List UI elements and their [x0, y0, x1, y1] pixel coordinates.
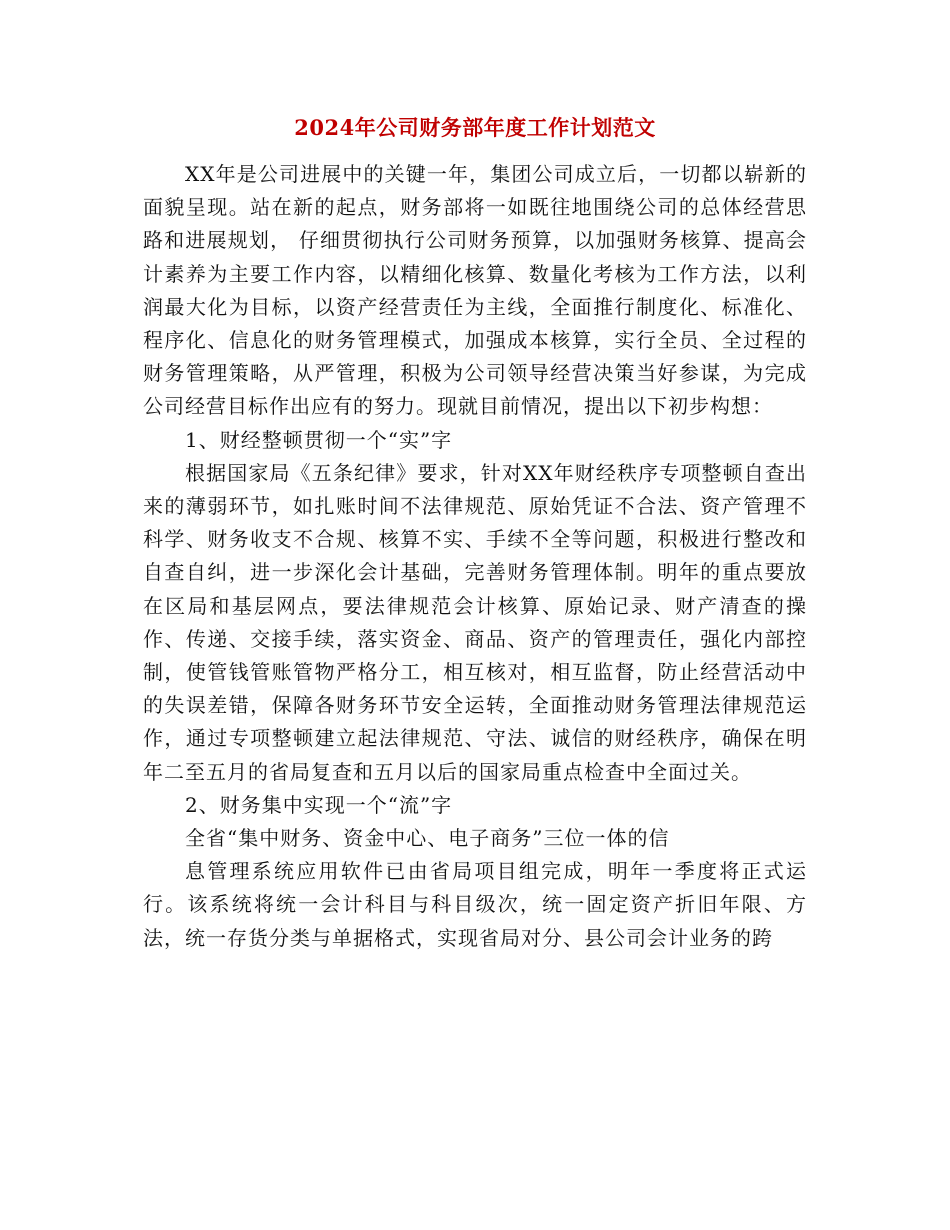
- paragraph-section-1: 根据国家局《五条纪律》要求，针对XX年财经秩序专项整顿自查出来的薄弱环节，如扎账时间不法律规范、原始凭证不合法、资产管理不科学、财务收支不合规、核算不实、手续不全等问题，积极进行整改和自查自纠，进一步深化会计基础，完善财务管理体制。明年的重点要放在区局和基层网点，要法律规范会计核算、原始记录、财产清查的操作、传递、交接手续，落实资金、商品、资产的管理责任，强化内部控制，使管钱管账管物严格分工，相互核对，相互监督，防止经营活动中的失误差错，保障各财务环节安全运转，全面推动财务管理法律规范运作，通过专项整顿建立起法律规范、守法、诚信的财经秩序，确保在明年二至五月的省局复查和五月以后的国家局重点检查中全面过关。: [143, 460, 807, 784]
- document-body: [143, 158, 807, 955]
- document-title: 2024年公司财务部年度工作计划范文: [294, 115, 656, 140]
- paragraph-section-2: 息管理系统应用软件已由省局项目组完成，明年一季度将正式运行。该系统将统一会计科目与科目级次，统一固定资产折旧年限、方法，统一存货分类与单据格式，实现省局对分、县公司会计业务的跨: [143, 859, 807, 950]
- paragraph-section-2-lead: 全省“集中财务、资金中心、电子商务”三位一体的信: [185, 826, 670, 851]
- section-heading-1: 1、财经整顿贯彻一个“实”字: [185, 427, 453, 452]
- paragraph-intro: XX年是公司进展中的关键一年，集团公司成立后，一切都以崭新的面貌呈现。站在新的起点，财务部将一如既往地围绕公司的总体经营思路和进展规划， 仔细贯彻执行公司财务预算，以加强财务核算、提高会计素养为主要工作内容，以精细化核算、数量化考核为工作方法，以利润最大化为目标，以资产经营责任为主线，全面推行制度化、标准化、程序化、信息化的财务管理模式，加强成本核算，实行全员、全过程的财务管理策略，从严管理，积极为公司领导经营决策当好参谋，为完成公司经营目标作出应有的努力。现就目前情况，提出以下初步构想：: [143, 162, 807, 419]
- section-heading-2: 2、财务集中实现一个“流”字: [185, 792, 453, 817]
